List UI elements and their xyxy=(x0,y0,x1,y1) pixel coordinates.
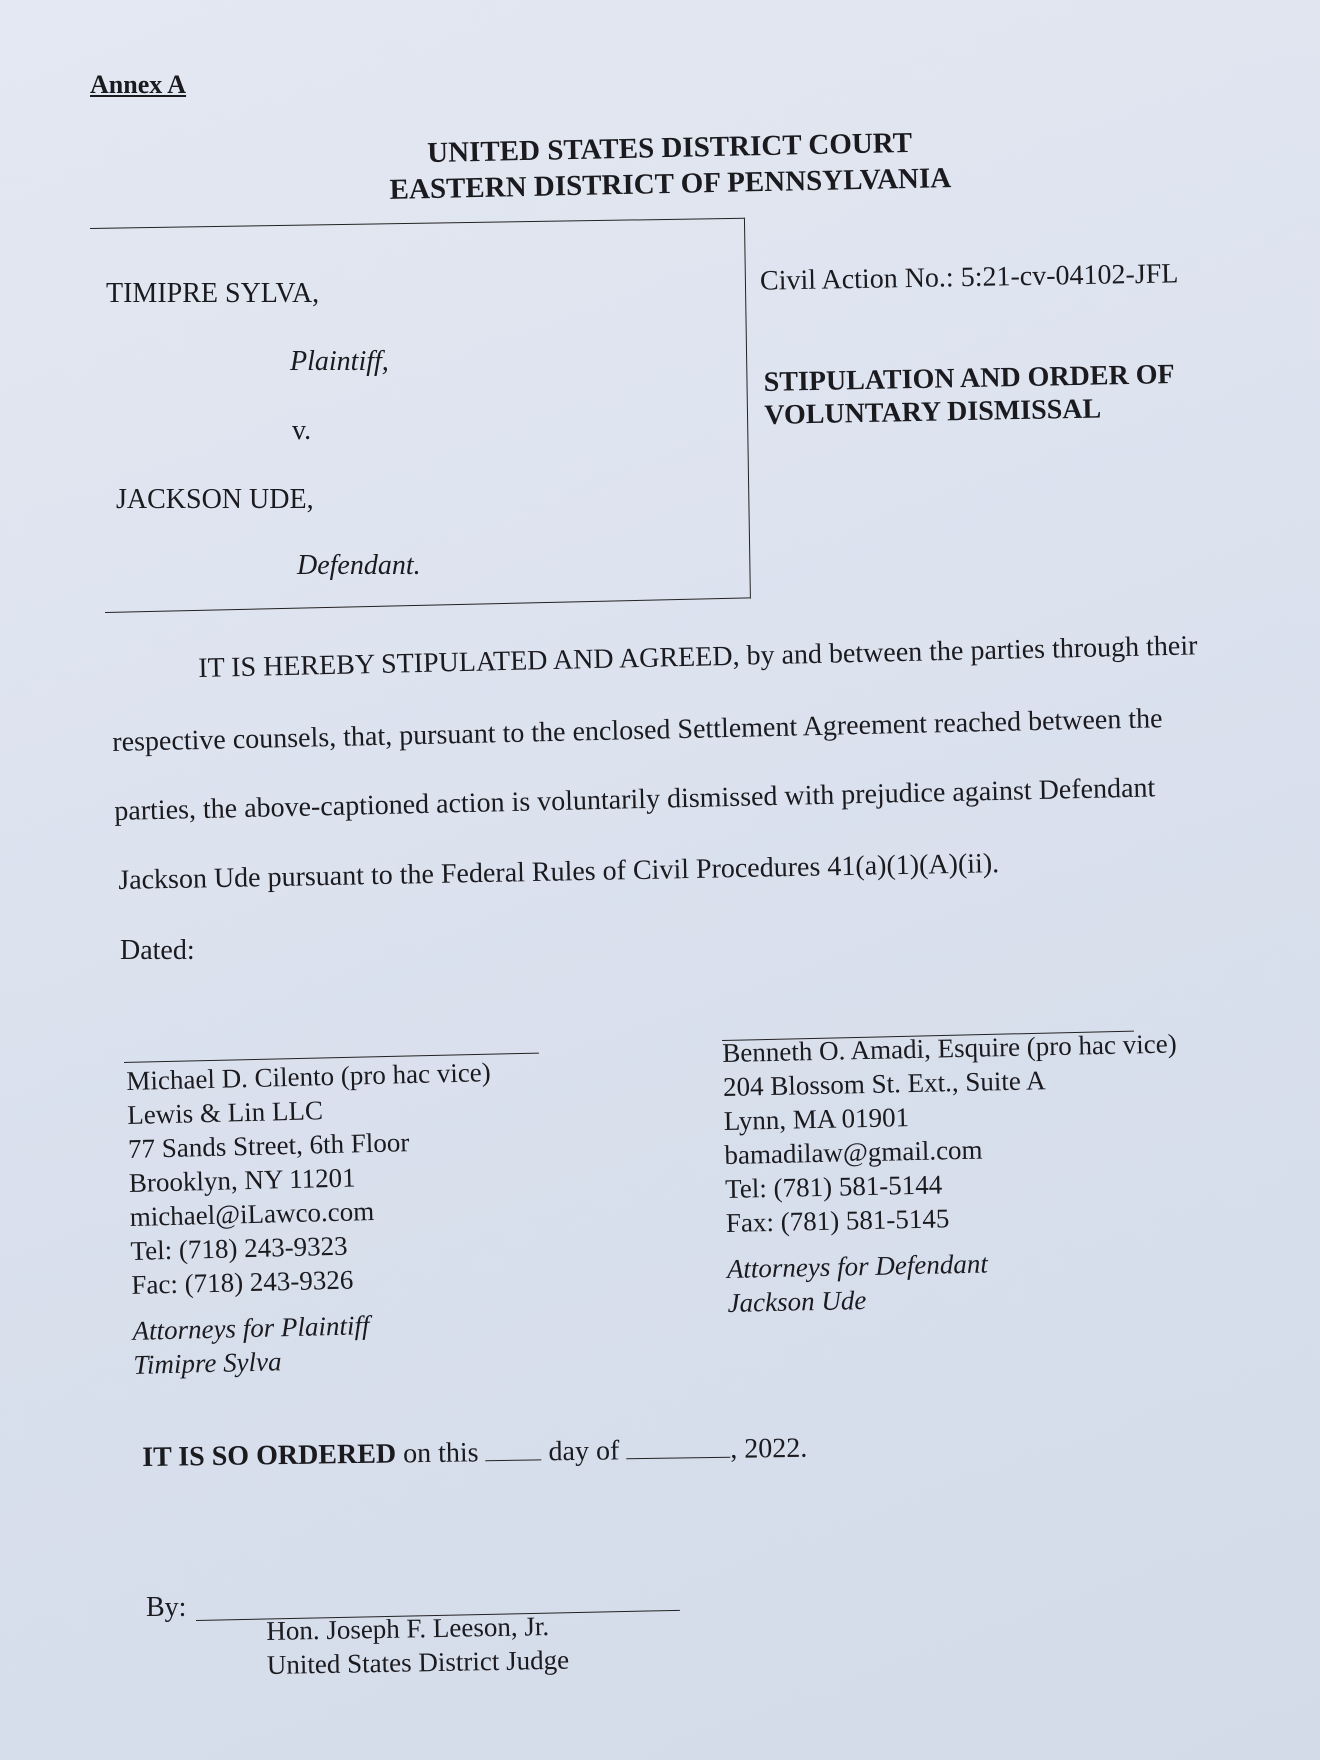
plaintiff-counsel-fax: Fac: (718) 243-9326 xyxy=(131,1264,354,1300)
annex-label: Annex A xyxy=(90,70,187,99)
body-line-1: IT IS HEREBY STIPULATED AND AGREED, by and between the parties through their xyxy=(197,630,1198,684)
court-name: UNITED STATES DISTRICT COURT xyxy=(426,126,913,170)
order-line xyxy=(142,1433,808,1474)
defendant-name: JACKSON UDE, xyxy=(116,484,314,515)
defendant-counsel-email: bamadilaw@gmail.com xyxy=(724,1134,983,1170)
order-month-blank xyxy=(626,1435,730,1459)
plaintiff-counsel-address2: Brooklyn, NY 11201 xyxy=(128,1162,356,1198)
document-title-line1: STIPULATION AND ORDER OF xyxy=(763,359,1175,398)
court-heading xyxy=(0,116,1320,216)
plaintiff-counsel-firm: Lewis & Lin LLC xyxy=(126,1095,324,1130)
document-title xyxy=(763,358,1175,432)
defendant-counsel-address2: Lynn, MA 01901 xyxy=(723,1102,910,1136)
defendant-counsel-address1: 204 Blossom St. Ext., Suite A xyxy=(722,1065,1046,1102)
plaintiff-role: Plaintiff, xyxy=(290,346,389,377)
defendant-counsel-fax: Fax: (781) 581-5145 xyxy=(725,1203,950,1238)
body-line-3: parties, the above-captioned action is voluntarily dismissed with prejudice against Defendant xyxy=(113,772,1156,827)
defendant-counsel-name: Benneth O. Amadi, Esquire (pro hac vice) xyxy=(722,1028,1177,1068)
plaintiff-counsel-role1: Attorneys for Plaintiff xyxy=(132,1310,370,1346)
court-district: EASTERN DISTRICT OF PENNSYLVANIA xyxy=(389,162,952,206)
document-title-line2: VOLUNTARY DISMISSAL xyxy=(764,393,1102,431)
dated-label: Dated: xyxy=(120,935,195,966)
judge-block xyxy=(266,1609,569,1682)
order-bold-text: IT IS SO ORDERED xyxy=(142,1438,397,1473)
body-line-4: Jackson Ude pursuant to the Federal Rules of Civil Procedures 41(a)(1)(A)(ii). xyxy=(117,848,1000,896)
plaintiff-counsel-tel: Tel: (718) 243-9323 xyxy=(130,1230,348,1266)
defendant-counsel-tel: Tel: (781) 581-5144 xyxy=(724,1169,943,1204)
order-day-of: day of xyxy=(548,1435,620,1468)
civil-action-number: Civil Action No.: 5:21-cv-04102-JFL xyxy=(759,258,1179,297)
defendant-counsel-role2: Jackson Ude xyxy=(727,1285,867,1318)
by-label: By: xyxy=(146,1592,187,1623)
plaintiff-counsel-name: Michael D. Cilento (pro hac vice) xyxy=(126,1057,492,1096)
plaintiff-counsel-address1: 77 Sands Street, 6th Floor xyxy=(127,1127,410,1164)
order-year: , 2022. xyxy=(730,1432,808,1465)
order-day-blank xyxy=(485,1437,541,1461)
judge-name: Hon. Joseph F. Leeson, Jr. xyxy=(266,1611,550,1646)
plaintiff-counsel-role2: Timipre Sylva xyxy=(132,1346,282,1380)
defendant-role: Defendant. xyxy=(297,550,421,581)
plaintiff-counsel-email: michael@iLawco.com xyxy=(129,1195,375,1232)
defendant-counsel-block xyxy=(722,1026,1182,1319)
versus-label: v. xyxy=(292,415,312,446)
body-line-2: respective counsels, that, pursuant to the enclosed Settlement Agreement reached between the xyxy=(111,703,1163,758)
plaintiff-counsel-block xyxy=(126,1055,498,1382)
order-on-this: on this xyxy=(402,1437,479,1470)
plaintiff-name: TIMIPRE SYLVA, xyxy=(106,278,320,309)
defendant-counsel-role1: Attorneys for Defendant xyxy=(726,1248,989,1284)
judge-title: United States District Judge xyxy=(266,1644,570,1680)
